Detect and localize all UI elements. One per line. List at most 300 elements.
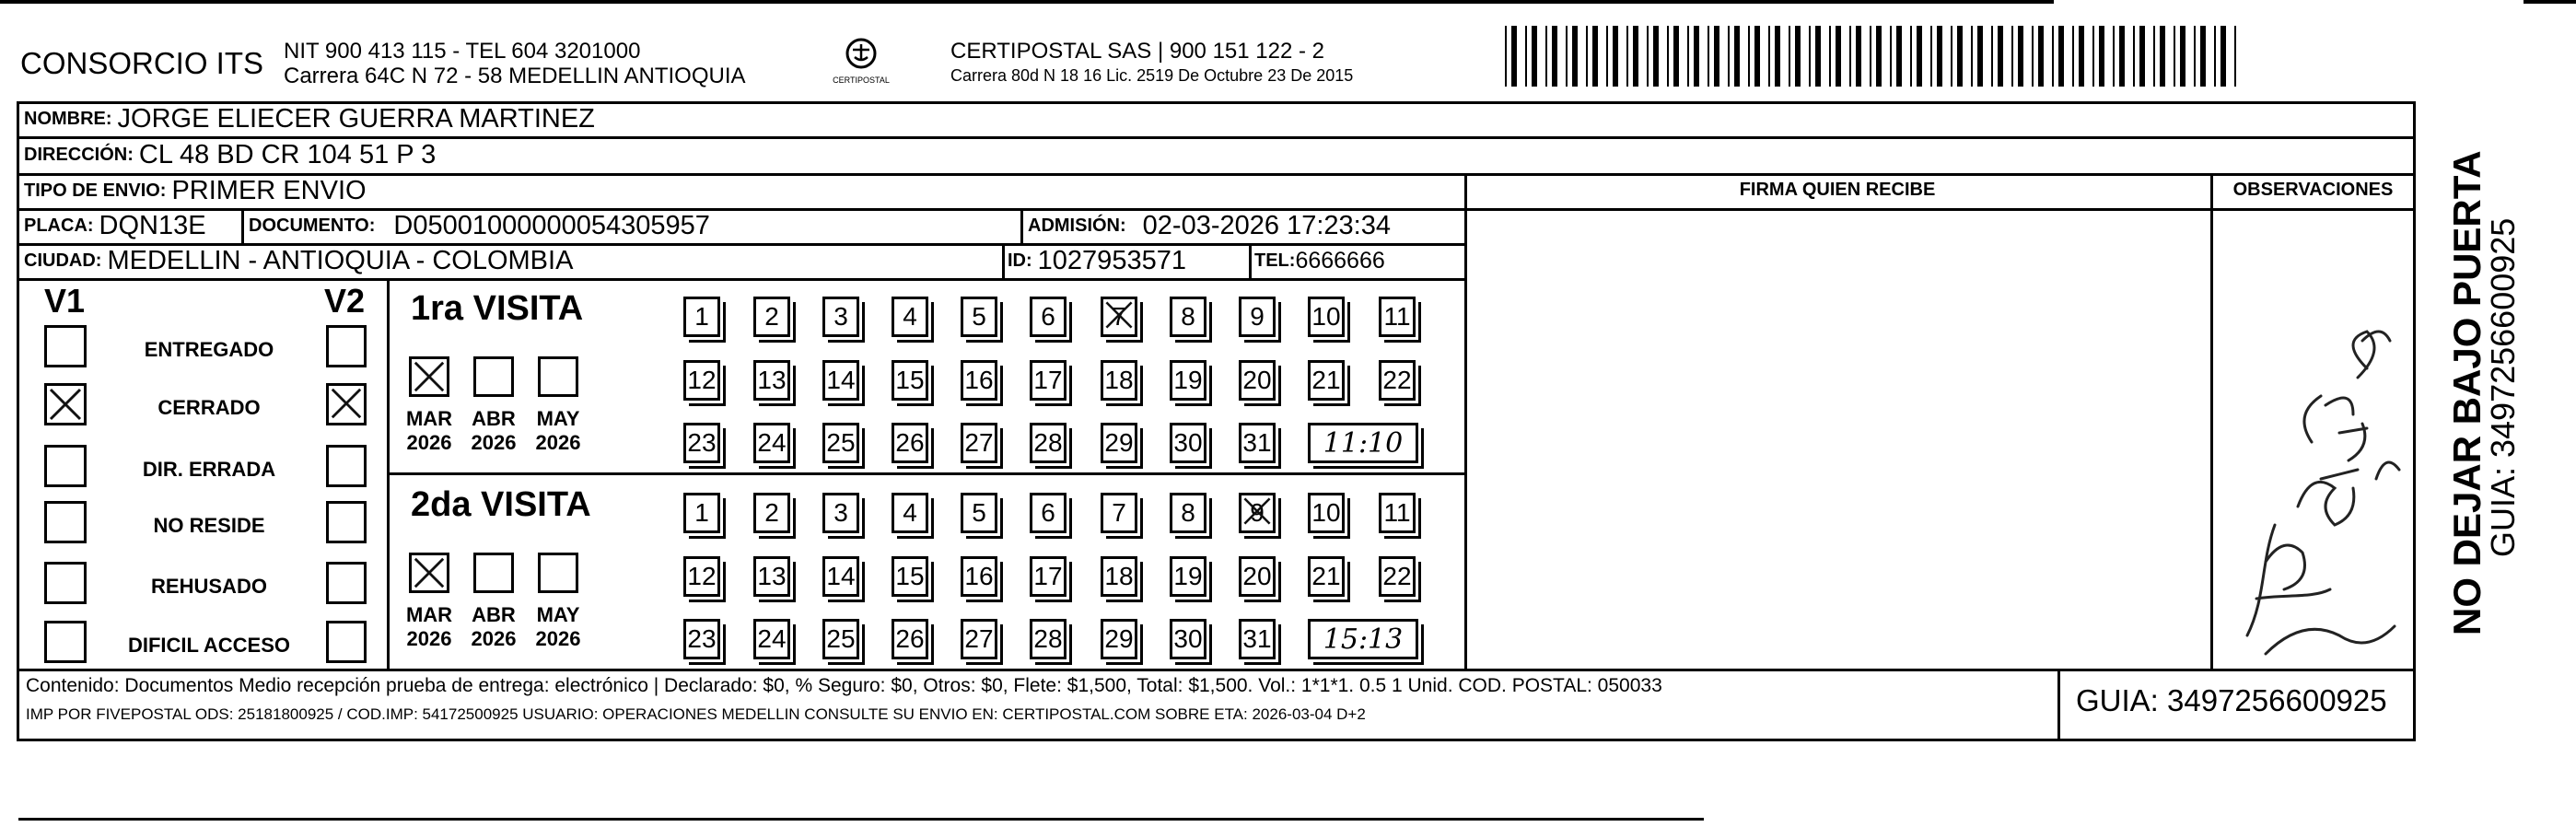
row-documento: [249, 210, 710, 241]
day-number: 1: [694, 498, 709, 527]
day-number: 5: [972, 302, 986, 331]
month-label: MAY: [536, 603, 580, 626]
month-label: ABR: [472, 603, 516, 626]
day-box[interactable]: [1239, 360, 1276, 401]
day-number: 9: [1250, 498, 1265, 527]
barcode-bar: [2099, 26, 2104, 87]
day-number: 16: [964, 366, 994, 394]
x-mark-icon: [412, 555, 447, 590]
barcode-bar: [1748, 26, 1750, 87]
x-mark-icon: [47, 386, 84, 423]
day-box[interactable]: [683, 297, 720, 337]
barcode-bar: [2200, 26, 2206, 87]
day-box[interactable]: [1101, 619, 1137, 659]
tipo-envio-value: PRIMER ENVIO: [171, 175, 367, 205]
day-number: 4: [903, 302, 917, 331]
day-number: 10: [1311, 302, 1341, 331]
day-number: 4: [903, 498, 917, 527]
v1-checkbox[interactable]: [44, 383, 87, 425]
barcode-bar: [1917, 26, 1922, 87]
day-number: 3: [833, 302, 848, 331]
barcode-bar: [2079, 26, 2084, 87]
month-label: ABR: [472, 407, 516, 430]
day-box[interactable]: [1030, 297, 1067, 337]
day-box[interactable]: [822, 360, 859, 401]
day-number: 20: [1242, 562, 1272, 590]
barcode-bar: [1505, 26, 1507, 87]
v1-checkbox[interactable]: [44, 562, 87, 604]
day-number: 28: [1033, 428, 1063, 457]
day-number: 15: [895, 562, 925, 590]
day-number: 17: [1033, 366, 1063, 394]
day-box[interactable]: [683, 619, 720, 659]
documento-value: D05001000000054305957: [393, 210, 710, 240]
barcode-bar: [1673, 26, 1679, 87]
day-number: 2: [764, 498, 779, 527]
barcode-bar: [2032, 26, 2034, 87]
barcode-graphic: [1505, 26, 2242, 90]
visit-title: 1ra VISITA: [411, 289, 584, 328]
barcode-bar: [1586, 26, 1588, 87]
day-number: 7: [1112, 302, 1126, 331]
company-line-2: Carrera 64C N 72 - 58 MEDELLIN ANTIOQUIA: [284, 64, 746, 88]
placa-value: DQN13E: [99, 210, 206, 240]
barcode-bar: [2058, 26, 2064, 87]
day-box[interactable]: [961, 360, 997, 401]
day-box[interactable]: [1170, 493, 1206, 533]
day-number: 22: [1382, 366, 1412, 394]
row-admision: [1028, 210, 1391, 241]
day-number: 11: [1383, 302, 1411, 331]
day-box[interactable]: [1030, 556, 1067, 597]
day-box[interactable]: [1030, 360, 1067, 401]
day-box[interactable]: [1239, 556, 1276, 597]
barcode-bar: [1789, 26, 1790, 87]
day-number: 23: [687, 428, 717, 457]
day-number: 17: [1033, 562, 1063, 590]
barcode-bar: [1910, 26, 1912, 87]
nombre-label: NOMBRE:: [24, 108, 112, 129]
day-box[interactable]: [1308, 556, 1345, 597]
footer-guia-box: GUIA: 3497256600925: [2076, 683, 2387, 717]
day-number: 19: [1173, 366, 1203, 394]
day-number: 24: [757, 428, 787, 457]
day-box[interactable]: [1239, 423, 1276, 463]
month-checkbox[interactable]: [473, 356, 514, 397]
day-box[interactable]: [961, 423, 997, 463]
day-number: 11: [1383, 498, 1411, 527]
barcode-bar: [1896, 26, 1902, 87]
day-number: 12: [687, 366, 717, 394]
barcode-bar: [2160, 26, 2165, 87]
v2-checkbox[interactable]: [326, 501, 367, 543]
admision-value: 02-03-2026 17:23:34: [1142, 210, 1391, 240]
barcode-bar: [2052, 26, 2054, 87]
day-box[interactable]: [822, 619, 859, 659]
barcode-bar: [1525, 26, 1527, 87]
day-box[interactable]: [1239, 493, 1276, 533]
row-line-6: [17, 669, 2416, 671]
day-box[interactable]: [822, 423, 859, 463]
row-line-2: [17, 173, 2416, 176]
day-box[interactable]: [892, 423, 928, 463]
logo-text: CERTIPOSTAL: [833, 76, 890, 85]
barcode-bar: [1971, 26, 1973, 87]
top-edge-line-right: [2524, 0, 2576, 4]
barcode-bar: [1937, 26, 1942, 87]
day-number: 2: [764, 302, 779, 331]
day-box[interactable]: [1101, 297, 1137, 337]
handwritten-note-graphic: [2210, 267, 2413, 663]
barcode-bar: [2133, 26, 2135, 87]
day-box[interactable]: [753, 619, 790, 659]
barcode-bar: [1667, 26, 1669, 87]
id-value: 1027953571: [1037, 245, 1186, 275]
month-checkbox[interactable]: [473, 553, 514, 593]
barcode-bar: [1890, 26, 1892, 87]
day-number: 8: [1181, 498, 1195, 527]
tipo-envio-label: TIPO DE ENVIO:: [24, 180, 167, 201]
x-mark-icon: [1241, 495, 1273, 527]
nombre-value: JORGE ELIECER GUERRA MARTINEZ: [117, 103, 595, 134]
day-box[interactable]: [1101, 556, 1137, 597]
day-number: 14: [826, 562, 856, 590]
month-checkbox[interactable]: [409, 356, 449, 397]
v1-checkbox[interactable]: [44, 501, 87, 543]
status-label: REHUSADO: [151, 575, 267, 598]
day-box[interactable]: [961, 297, 997, 337]
barcode-bar: [1809, 26, 1811, 87]
barcode-bar: [1532, 26, 1537, 87]
day-number: 20: [1242, 366, 1272, 394]
day-number: 1: [694, 302, 709, 331]
direccion-label: DIRECCIÓN:: [24, 144, 134, 165]
barcode-bar: [1930, 26, 1932, 87]
day-number: 10: [1311, 498, 1341, 527]
day-box[interactable]: [1379, 360, 1416, 401]
day-box[interactable]: [753, 360, 790, 401]
month-checkbox[interactable]: [409, 553, 449, 593]
day-number: 31: [1242, 428, 1272, 457]
day-number: 29: [1104, 428, 1134, 457]
v2-checkbox[interactable]: [326, 445, 367, 487]
barcode-bar: [2234, 26, 2236, 87]
barcode-bar: [1653, 26, 1659, 87]
row-tipo-envio: [24, 175, 367, 206]
barcode-bar: [1511, 26, 1517, 87]
barcode-bar: [2139, 26, 2145, 87]
certipostal-logo: [829, 35, 893, 90]
day-number: 13: [757, 366, 787, 394]
day-box[interactable]: [1170, 619, 1206, 659]
day-box[interactable]: [1170, 423, 1206, 463]
day-box[interactable]: [892, 619, 928, 659]
x-mark-icon: [1103, 299, 1135, 331]
no-dejar-bajo-puerta: NO DEJAR BAJO PUERTA: [2445, 150, 2489, 635]
day-number: 26: [895, 624, 925, 653]
day-number: 21: [1311, 366, 1341, 394]
day-number: 9: [1250, 302, 1265, 331]
bottom-edge-line: [18, 818, 1704, 821]
barcode-bar: [1977, 26, 1983, 87]
id-label: ID:: [1008, 250, 1032, 271]
company-name: CONSORCIO ITS: [20, 46, 264, 80]
day-box[interactable]: [1379, 493, 1416, 533]
row-direccion: [24, 139, 436, 170]
day-box[interactable]: [683, 360, 720, 401]
barcode-bar: [1572, 26, 1578, 87]
carrier-line-1: CERTIPOSTAL SAS | 900 151 122 - 2: [950, 39, 1324, 64]
barcode-bar: [1876, 26, 1882, 87]
barcode-bar: [1606, 26, 1608, 87]
day-box[interactable]: [822, 297, 859, 337]
time-box[interactable]: 11:10: [1308, 423, 1418, 463]
v2-label: V2: [324, 282, 366, 320]
barcode-bar: [2113, 26, 2115, 87]
day-box[interactable]: [1101, 360, 1137, 401]
x-mark-icon: [412, 359, 447, 394]
carrier-line-2: Carrera 80d N 18 16 Lic. 2519 De Octubre 23 De 2015: [950, 66, 1354, 85]
barcode-bar: [1795, 26, 1801, 87]
ciudad-id-divider: [1002, 243, 1005, 278]
day-number: 26: [895, 428, 925, 457]
status-label: CERRADO: [157, 396, 261, 419]
row-id: [1008, 245, 1186, 276]
ciudad-label: CIUDAD:: [24, 250, 102, 271]
barcode-bar: [1849, 26, 1851, 87]
v2-checkbox[interactable]: [326, 325, 367, 367]
day-number: 25: [826, 624, 856, 653]
day-number: 23: [687, 624, 717, 653]
month-year: 2026: [406, 627, 452, 650]
barcode-bar: [1728, 26, 1730, 87]
month-checkbox[interactable]: [538, 356, 578, 397]
doc-admision-divider: [1020, 208, 1023, 243]
day-number: 3: [833, 498, 848, 527]
day-number: 6: [1041, 498, 1055, 527]
x-mark-icon: [329, 386, 364, 421]
id-tel-divider: [1249, 243, 1252, 278]
day-box[interactable]: [753, 423, 790, 463]
company-line-1: NIT 900 413 115 - TEL 604 3201000: [284, 39, 641, 64]
day-box[interactable]: [1030, 493, 1067, 533]
day-box[interactable]: [822, 493, 859, 533]
day-box[interactable]: [822, 556, 859, 597]
day-number: 14: [826, 366, 856, 394]
day-box[interactable]: [1030, 423, 1067, 463]
status-label: NO RESIDE: [153, 514, 265, 537]
v2-checkbox[interactable]: [326, 383, 367, 425]
barcode-bar: [1714, 26, 1719, 87]
day-box[interactable]: [1308, 360, 1345, 401]
visit-title: 2da VISITA: [411, 485, 591, 524]
day-number: 16: [964, 562, 994, 590]
day-box[interactable]: [683, 493, 720, 533]
day-box[interactable]: [1170, 360, 1206, 401]
day-number: 18: [1104, 562, 1134, 590]
day-number: 27: [964, 624, 994, 653]
admision-label: ADMISIÓN:: [1028, 215, 1126, 236]
month-year: 2026: [471, 431, 517, 454]
day-box[interactable]: [683, 423, 720, 463]
footer-contenido: Contenido: Documentos Medio recepción prueba de entrega: electrónico | Declarado: $0, % Seguro: $0, Otros: $0, Flete: $1,500, Total: $1,500. Vol.: 1*1*1. 0.5 1 Unid. COD. POSTAL: 050033: [26, 675, 1662, 696]
row-placa: [24, 210, 206, 241]
day-number: 18: [1104, 366, 1134, 394]
direccion-value: CL 48 BD CR 104 51 P 3: [138, 139, 437, 169]
form-right-border: [2413, 101, 2416, 740]
observaciones-handwriting: [2210, 267, 2413, 663]
day-box[interactable]: [961, 619, 997, 659]
day-number: 30: [1173, 624, 1203, 653]
ciudad-value: MEDELLIN - ANTIOQUIA - COLOMBIA: [107, 245, 574, 275]
barcode-bar: [1815, 26, 1821, 87]
v1-checkbox[interactable]: [44, 621, 87, 663]
day-number: 7: [1112, 498, 1126, 527]
footer-imp: IMP POR FIVEPOSTAL ODS: 25181800925 / COD.IMP: 54172500925 USUARIO: OPERACIONES MEDELLIN CONSULTE SU ENVIO EN: CERTIPOSTAL.COM SOBRE ETA: 2026-03-04 D+2: [26, 705, 1366, 723]
day-box[interactable]: [1101, 423, 1137, 463]
status-label: DIFICIL ACCESO: [127, 634, 290, 657]
tel-label: TEL:: [1254, 250, 1296, 271]
barcode-bar: [1647, 26, 1649, 87]
day-number: 12: [687, 562, 717, 590]
barcode-bar: [1613, 26, 1618, 87]
barcode-bar: [1957, 26, 1963, 87]
day-number: 21: [1311, 562, 1341, 590]
day-box[interactable]: [1101, 493, 1137, 533]
day-number: 31: [1242, 624, 1272, 653]
barcode-bar: [2214, 26, 2216, 87]
day-box[interactable]: [1030, 619, 1067, 659]
barcode-bar: [2018, 26, 2023, 87]
day-box[interactable]: [753, 556, 790, 597]
tel-value: 6666666: [1295, 247, 1385, 274]
firma-col-left-border: [1464, 173, 1467, 670]
barcode-bar: [2092, 26, 2094, 87]
barcode-bar: [2072, 26, 2074, 87]
month-year: 2026: [535, 431, 581, 454]
day-number: 13: [757, 562, 787, 590]
row-tel: [1254, 245, 1385, 276]
day-box[interactable]: [753, 297, 790, 337]
barcode-bar: [2194, 26, 2196, 87]
day-number: 8: [1181, 302, 1195, 331]
barcode-bar: [1991, 26, 1993, 87]
day-box[interactable]: [1170, 556, 1206, 597]
barcode-bar: [1870, 26, 1871, 87]
barcode-bar: [1694, 26, 1699, 87]
observaciones-header: OBSERVACIONES: [2232, 180, 2394, 200]
day-number: 6: [1041, 302, 1055, 331]
day-box[interactable]: [961, 493, 997, 533]
row-line-5: [17, 278, 1467, 281]
v1-checkbox[interactable]: [44, 325, 87, 367]
barcode-bar: [1633, 26, 1638, 87]
day-number: 19: [1173, 562, 1203, 590]
barcode-bar: [1592, 26, 1598, 87]
barcode-bar: [1626, 26, 1628, 87]
v2-checkbox[interactable]: [326, 621, 367, 663]
v2-checkbox[interactable]: [326, 562, 367, 604]
day-box[interactable]: [1170, 297, 1206, 337]
placa-label: PLACA:: [24, 215, 94, 236]
day-number: 30: [1173, 428, 1203, 457]
barcode-bar: [1836, 26, 1841, 87]
documento-label: DOCUMENTO:: [249, 215, 376, 236]
placa-doc-divider: [241, 208, 244, 243]
side-guia: GUIA: 3497256600925: [2484, 217, 2522, 557]
month-label: MAY: [536, 407, 580, 430]
certipostal-logo-icon: [829, 35, 893, 90]
day-box[interactable]: [892, 556, 928, 597]
day-number: 25: [826, 428, 856, 457]
visit-divider: [387, 472, 1466, 475]
month-year: 2026: [471, 627, 517, 650]
month-label: MAR: [405, 407, 453, 430]
barcode: [1505, 26, 2242, 90]
form-left-border: [17, 101, 19, 740]
barcode-bar: [2119, 26, 2125, 87]
barcode-bar: [1552, 26, 1557, 87]
day-box[interactable]: [1239, 297, 1276, 337]
status-label: ENTREGADO: [144, 338, 274, 361]
barcode-bar: [1708, 26, 1709, 87]
day-box[interactable]: [961, 556, 997, 597]
month-year: 2026: [406, 431, 452, 454]
barcode-bar: [1856, 26, 1861, 87]
time-box[interactable]: 15:13: [1308, 619, 1418, 659]
barcode-bar: [2220, 26, 2226, 87]
status-label: DIR. ERRADA: [142, 458, 276, 481]
day-number: 15: [895, 366, 925, 394]
day-box[interactable]: [1379, 556, 1416, 597]
barcode-bar: [2038, 26, 2044, 87]
day-number: 28: [1033, 624, 1063, 653]
barcode-bar: [2011, 26, 2013, 87]
day-box[interactable]: [753, 493, 790, 533]
month-year: 2026: [535, 627, 581, 650]
day-number: 27: [964, 428, 994, 457]
barcode-bar: [1768, 26, 1770, 87]
row-ciudad: [24, 245, 573, 276]
month-checkbox[interactable]: [538, 553, 578, 593]
day-number: 24: [757, 624, 787, 653]
day-box[interactable]: [1308, 493, 1345, 533]
day-box[interactable]: [683, 556, 720, 597]
firma-header: FIRMA QUIEN RECIBE: [1739, 180, 1936, 200]
barcode-bar: [2180, 26, 2186, 87]
barcode-bar: [2153, 26, 2155, 87]
day-box[interactable]: [892, 360, 928, 401]
barcode-bar: [1829, 26, 1831, 87]
day-box[interactable]: [892, 493, 928, 533]
barcode-bar: [1951, 26, 1952, 87]
barcode-bar: [1998, 26, 2003, 87]
form-bottom-border: [17, 739, 2416, 741]
day-box[interactable]: [1308, 297, 1345, 337]
day-box[interactable]: [1239, 619, 1276, 659]
day-box[interactable]: [892, 297, 928, 337]
guia-box-divider: [2057, 669, 2060, 740]
top-edge-line: [0, 0, 2054, 4]
v1-label: V1: [44, 282, 86, 320]
barcode-bar: [2174, 26, 2175, 87]
barcode-bar: [1545, 26, 1547, 87]
barcode-bar: [1566, 26, 1568, 87]
day-box[interactable]: [1379, 297, 1416, 337]
barcode-bar: [1754, 26, 1760, 87]
row-nombre: [24, 103, 595, 134]
v1-checkbox[interactable]: [44, 445, 87, 487]
